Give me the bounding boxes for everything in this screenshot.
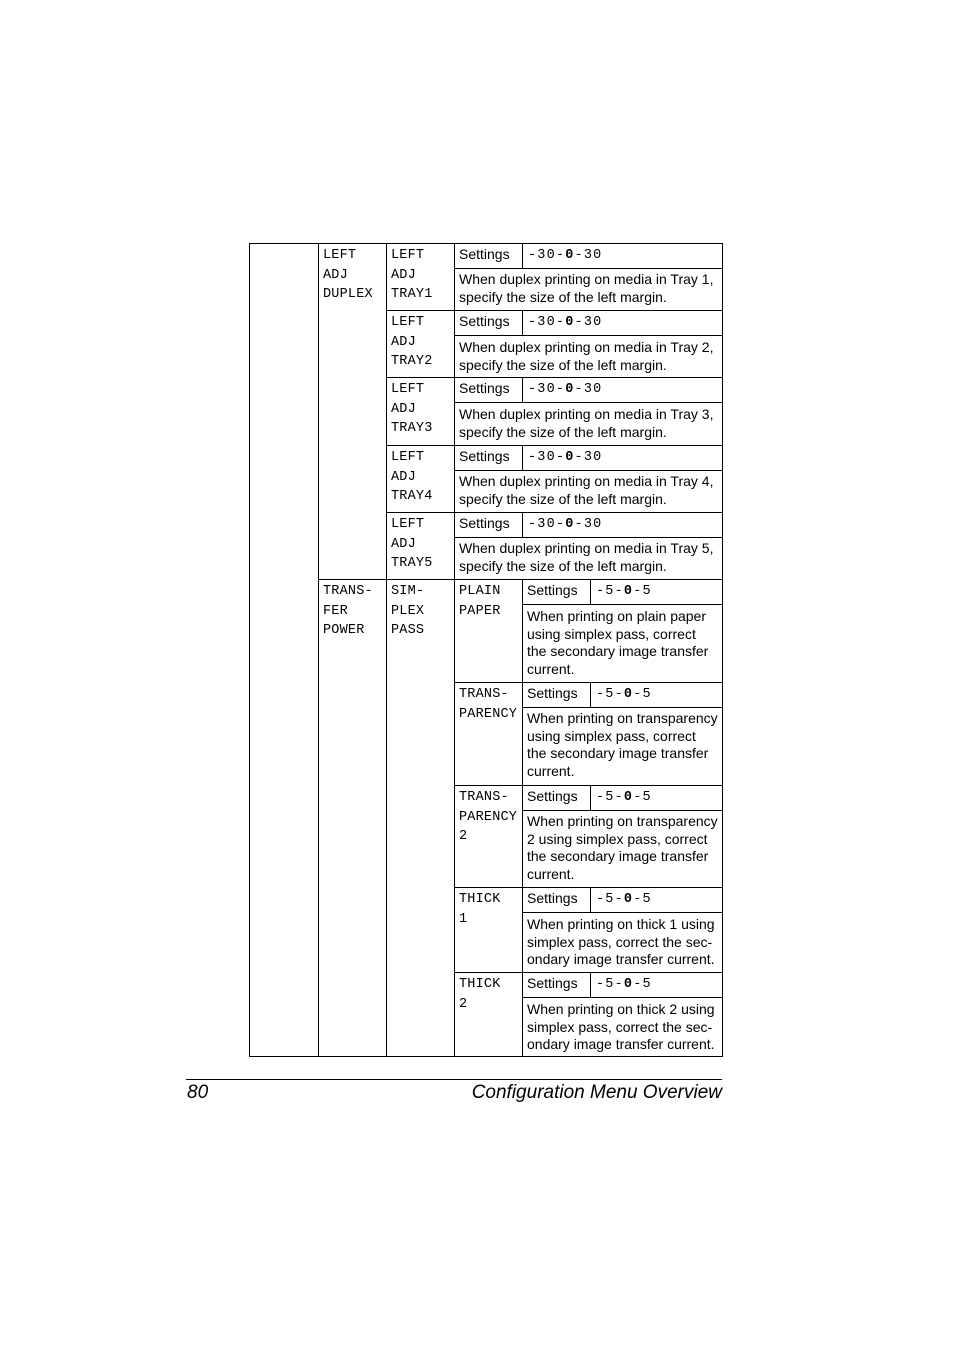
media-description: When printing on thick 1 using simplex pass, correct the sec- ondary image transfer current. bbox=[527, 916, 715, 967]
tray-label: LEFT ADJ TRAY3 bbox=[391, 382, 433, 436]
media-description: When printing on thick 2 using simplex pass, correct the sec- ondary image transfer current. bbox=[527, 1001, 715, 1052]
transfer-power-label: TRANS- FER POWER bbox=[323, 584, 373, 638]
tray-description: When duplex printing on media in Tray 1, specify the size of the left margin. bbox=[459, 271, 714, 305]
settings-value: -30-0-30 bbox=[528, 315, 603, 330]
page-number: 80 bbox=[187, 1082, 209, 1103]
tray-description: When duplex printing on media in Tray 5, specify the size of the left margin. bbox=[459, 540, 714, 574]
settings-value: -30-0-30 bbox=[528, 517, 603, 532]
settings-value: -30-0-30 bbox=[528, 382, 603, 397]
page-footer-title: Configuration Menu Overview bbox=[471, 1082, 722, 1103]
media-description: When printing on transparency 2 using simplex pass, correct the secondary image transfer current. bbox=[527, 813, 718, 882]
settings-label: Settings bbox=[459, 380, 510, 396]
tray-description: When duplex printing on media in Tray 3, specify the size of the left margin. bbox=[459, 406, 714, 440]
media-description: When printing on plain paper using simplex pass, correct the secondary image transfer current. bbox=[527, 608, 709, 677]
footer-rule bbox=[186, 1079, 722, 1080]
tray-label: LEFT ADJ TRAY5 bbox=[391, 517, 433, 571]
settings-label: Settings bbox=[527, 975, 578, 991]
tray-label: LEFT ADJ TRAY2 bbox=[391, 315, 433, 369]
media-description: When printing on transparency using simplex pass, correct the secondary image transfer current. bbox=[527, 710, 718, 779]
tray-description: When duplex printing on media in Tray 4, specify the size of the left margin. bbox=[459, 473, 714, 507]
settings-value: -5-0-5 bbox=[596, 584, 652, 599]
media-label: TRANS- PARENCY 2 bbox=[459, 790, 518, 844]
settings-label: Settings bbox=[459, 313, 510, 329]
settings-value: -5-0-5 bbox=[596, 892, 652, 907]
settings-value: -5-0-5 bbox=[596, 790, 652, 805]
tray-description: When duplex printing on media in Tray 2, specify the size of the left margin. bbox=[459, 339, 714, 373]
simplex-pass-label: SIM- PLEX PASS bbox=[391, 584, 425, 638]
settings-label: Settings bbox=[459, 448, 510, 464]
settings-label: Settings bbox=[527, 890, 578, 906]
tray-label: LEFT ADJ TRAY4 bbox=[391, 450, 433, 504]
settings-label: Settings bbox=[459, 246, 510, 262]
settings-value: -30-0-30 bbox=[528, 248, 603, 263]
settings-label: Settings bbox=[459, 515, 510, 531]
settings-label: Settings bbox=[527, 788, 578, 804]
media-label: THICK 2 bbox=[459, 977, 501, 1012]
media-label: TRANS- PARENCY bbox=[459, 687, 518, 722]
media-label: THICK 1 bbox=[459, 892, 501, 927]
settings-value: -5-0-5 bbox=[596, 687, 652, 702]
media-label: PLAIN PAPER bbox=[459, 584, 501, 619]
tray-label: LEFT ADJ TRAY1 bbox=[391, 248, 433, 302]
settings-label: Settings bbox=[527, 685, 578, 701]
settings-value: -30-0-30 bbox=[528, 450, 603, 465]
settings-label: Settings bbox=[527, 582, 578, 598]
settings-value: -5-0-5 bbox=[596, 977, 652, 992]
left-adj-duplex-label: LEFT ADJ DUPLEX bbox=[323, 248, 373, 302]
